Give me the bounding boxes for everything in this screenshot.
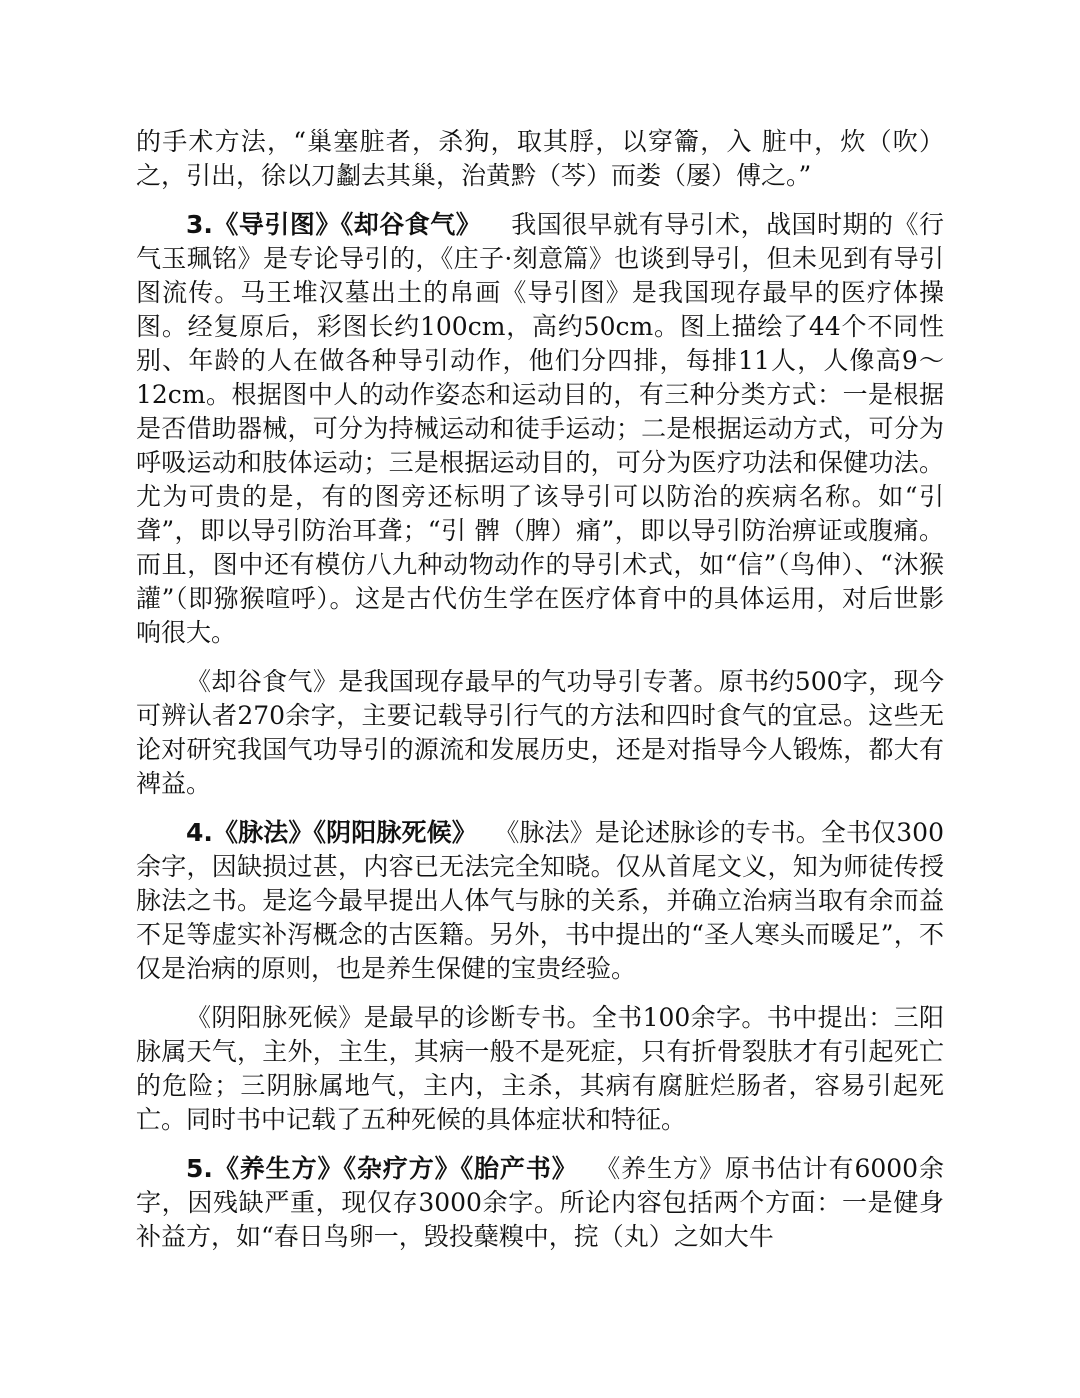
paragraph-text: 《阴阳脉死候》是最早的诊断专书。全书100余字。书中提出：三阳脉属天气，主外，主生，其病一般不是死症，只有折骨裂肤才有引起死亡的危险；三阴脉属地气，主内，主杀，其病有腐脏烂肠者，容易引起死亡。同时书中记载了五种死候的具体症状和特征。 bbox=[136, 1003, 944, 1134]
section-heading-4: 4.《脉法》《阴阳脉死候》 bbox=[186, 818, 477, 847]
paragraph-daoyin-tu bbox=[136, 208, 944, 650]
paragraph-yinyang-maisihou bbox=[136, 1001, 944, 1137]
paragraph-text: 我国很早就有导引术，战国时期的《行气玉珮铭》是专论导引的，《庄子·刻意篇》也谈到导引，但未见到有导引图流传。马王堆汉墓出土的帛画《导引图》是我国现存最早的医疗体操图。经复原后，彩图长约100cm，高约50cm。图上描绘了44个不同性别、年龄的人在做各种导引动作，他们分四排，每排11人，人像高9～12cm。根据图中人的动作姿态和运动目的，有三种分类方式：一是根据是否借助器械，可分为持械运动和徒手运动；二是根据运动方式，可分为呼吸运动和肢体运动；三是根据运动目的，可分为医疗功法和保健功法。尤为可贵的是，有的图旁还标明了该导引可以防治的疾病名称。如“引聋”，即以导引防治耳聋；“引 髀（脾）痛”，即以导引防治痹证或腹痛。而且，图中还有模仿八九种动物动作的导引术式，如“信”（鸟伸）、“沐猴讙”（即猕猴喧呼）。这是古代仿生学在医疗体育中的具体运用，对后世影响很大。 bbox=[136, 210, 944, 647]
paragraph-text: 的手术方法，“巢塞脏者，杀狗，取其脬，以穿籥，入 脏中，炊（吹）之，引出，徐以刀劙去其巢，治黄黔（芩）而娄（屡）傅之。” bbox=[136, 127, 944, 190]
paragraph-quegu-shiqi bbox=[136, 665, 944, 801]
document-page bbox=[136, 125, 944, 1269]
paragraph-yangsheng-fang bbox=[136, 1152, 944, 1254]
section-heading-3: 3.《导引图》《却谷食气》 bbox=[186, 210, 482, 239]
paragraph-text: 《养生方》原书估计有6000余字，因残缺严重，现仅存3000余字。所论内容包括两个方面：一是健身补益方，如“春日鸟卵一，毁投蘖糗中，捖（丸）之如大牛 bbox=[136, 1154, 944, 1251]
paragraph-text: 《却谷食气》是我国现存最早的气功导引专著。原书约500字，现今可辨认者270余字，主要记载导引行气的方法和四时食气的宜忌。这些无论对研究我国气功导引的源流和发展历史，还是对指导今人锻炼，都大有裨益。 bbox=[136, 667, 944, 798]
section-heading-5: 5.《养生方》《杂疗方》《胎产书》 bbox=[186, 1154, 578, 1183]
paragraph-maifa bbox=[136, 816, 944, 986]
paragraph-text: 《脉法》是论述脉诊的专书。全书仅300余字，因缺损过甚，内容已无法完全知晓。仅从首尾文义，知为师徒传授脉法之书。是迄今最早提出人体气与脉的关系，并确立治病当取有余而益不足等虚实补泻概念的古医籍。另外，书中提出的“圣人寒头而暖足”，不仅是治病的原则，也是养生保健的宝贵经验。 bbox=[136, 818, 944, 983]
paragraph-surgery-continuation bbox=[136, 125, 944, 193]
